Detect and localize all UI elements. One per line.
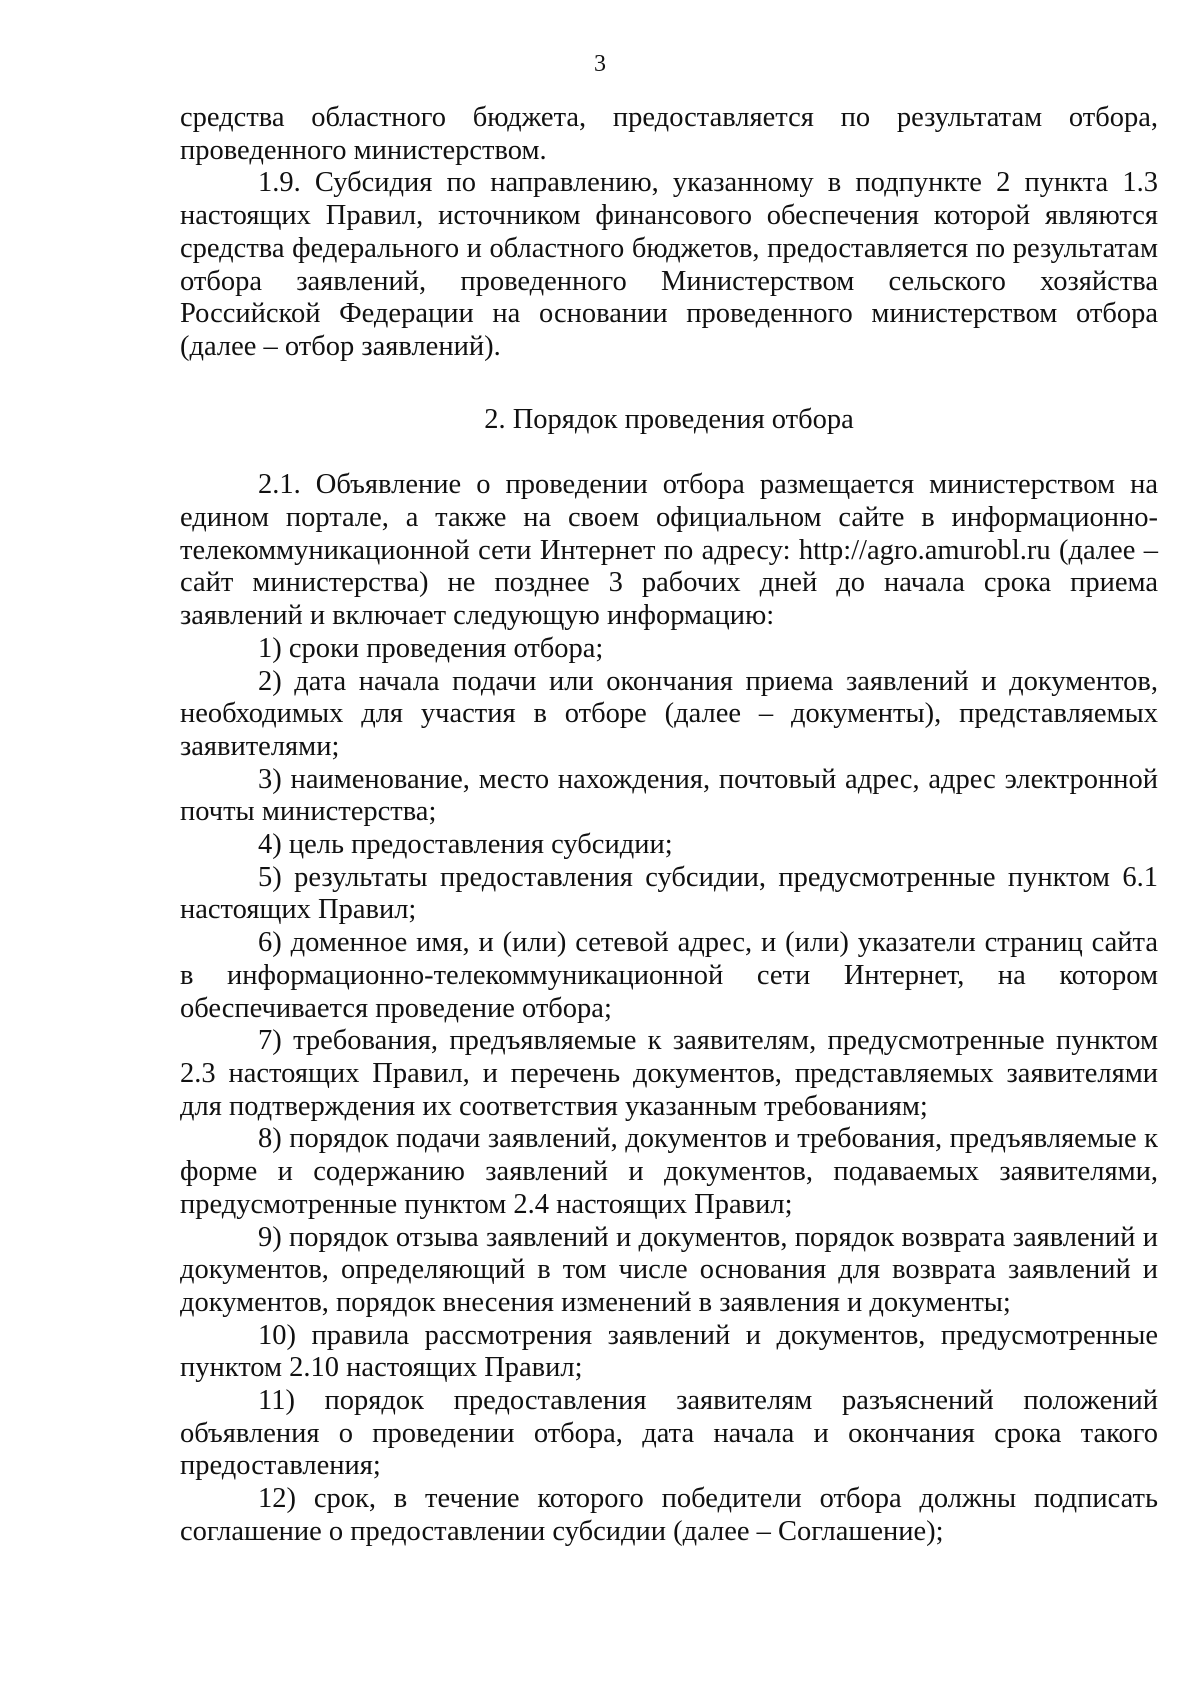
section-heading: 2. Порядок проведения отбора — [484, 403, 854, 435]
paragraph-2-1: 2.1. Объявление о проведении отбора размещается министерством на едином портале, а также на своем официальном сайте в информационно-телекоммуникационной сети Интернет по адресу: http://agro.amurobl.ru (далее – сайт министерства) не позднее 3 рабочих дней до начала срока приема заявлений и включает следующую информацию: — [180, 469, 1158, 632]
list-item-6: 6) доменное имя, и (или) сетевой адрес, и (или) указатели страниц сайта в информационно-телекоммуникационной сети Интернет, на котором обеспечивается проведение отбора; — [180, 927, 1158, 1024]
list-item-5: 5) результаты предоставления субсидии, предусмотренные пунктом 6.1 настоящих Правил; — [180, 861, 1158, 926]
list-item-4: 4) цель предоставления субсидии; — [258, 829, 673, 861]
list-item-8: 8) порядок подачи заявлений, документов и требования, предъявляемые к форме и содержанию заявлений и документов, подаваемых заявителями, предусмотренные пунктом 2.4 настоящих Правил; — [180, 1123, 1158, 1220]
list-item-10: 10) правила рассмотрения заявлений и документов, предусмотренные пунктом 2.10 настоящих Правил; — [180, 1319, 1158, 1384]
list-item-7: 7) требования, предъявляемые к заявителям, предусмотренные пунктом 2.3 настоящих Правил, и перечень документов, представляемых заявителями для подтверждения их соответствия указанным требованиям; — [180, 1025, 1158, 1122]
list-item-12: 12) срок, в течение которого победители отбора должны подписать соглашение о предоставлении субсидии (далее – Соглашение); — [180, 1483, 1158, 1547]
paragraph-continuation: средства областного бюджета, предоставляется по результатам отбора, проведенного министерством. — [180, 102, 1158, 166]
list-item-2: 2) дата начала подачи или окончания приема заявлений и документов, необходимых для участия в отборе (далее – документы), представляемых заявителями; — [180, 665, 1158, 762]
list-item-3: 3) наименование, место нахождения, почтовый адрес, адрес электронной почты министерства; — [180, 763, 1158, 828]
page-number: 3 — [594, 51, 606, 77]
list-item-11: 11) порядок предоставления заявителям разъяснений положений объявления о проведении отбора, дата начала и окончания срока такого предоставления; — [180, 1385, 1158, 1482]
document-body — [180, 102, 1158, 1549]
list-item-1: 1) сроки проведения отбора; — [258, 632, 604, 664]
paragraph-1-9: 1.9. Субсидия по направлению, указанному в подпункте 2 пункта 1.3 настоящих Правил, источником финансового обеспечения которой являются средства федерального и областного бюджетов, предоставляется по результатам отбора заявлений, проведенного Министерством сельского хозяйства Российской Федерации на основании проведенного министерством отбора (далее – отбор заявлений). — [180, 167, 1158, 362]
list-item-9: 9) порядок отзыва заявлений и документов, порядок возврата заявлений и документов, определяющий в том числе основания для возврата заявлений и документов, порядок внесения изменений в заявления и документы; — [180, 1221, 1158, 1318]
